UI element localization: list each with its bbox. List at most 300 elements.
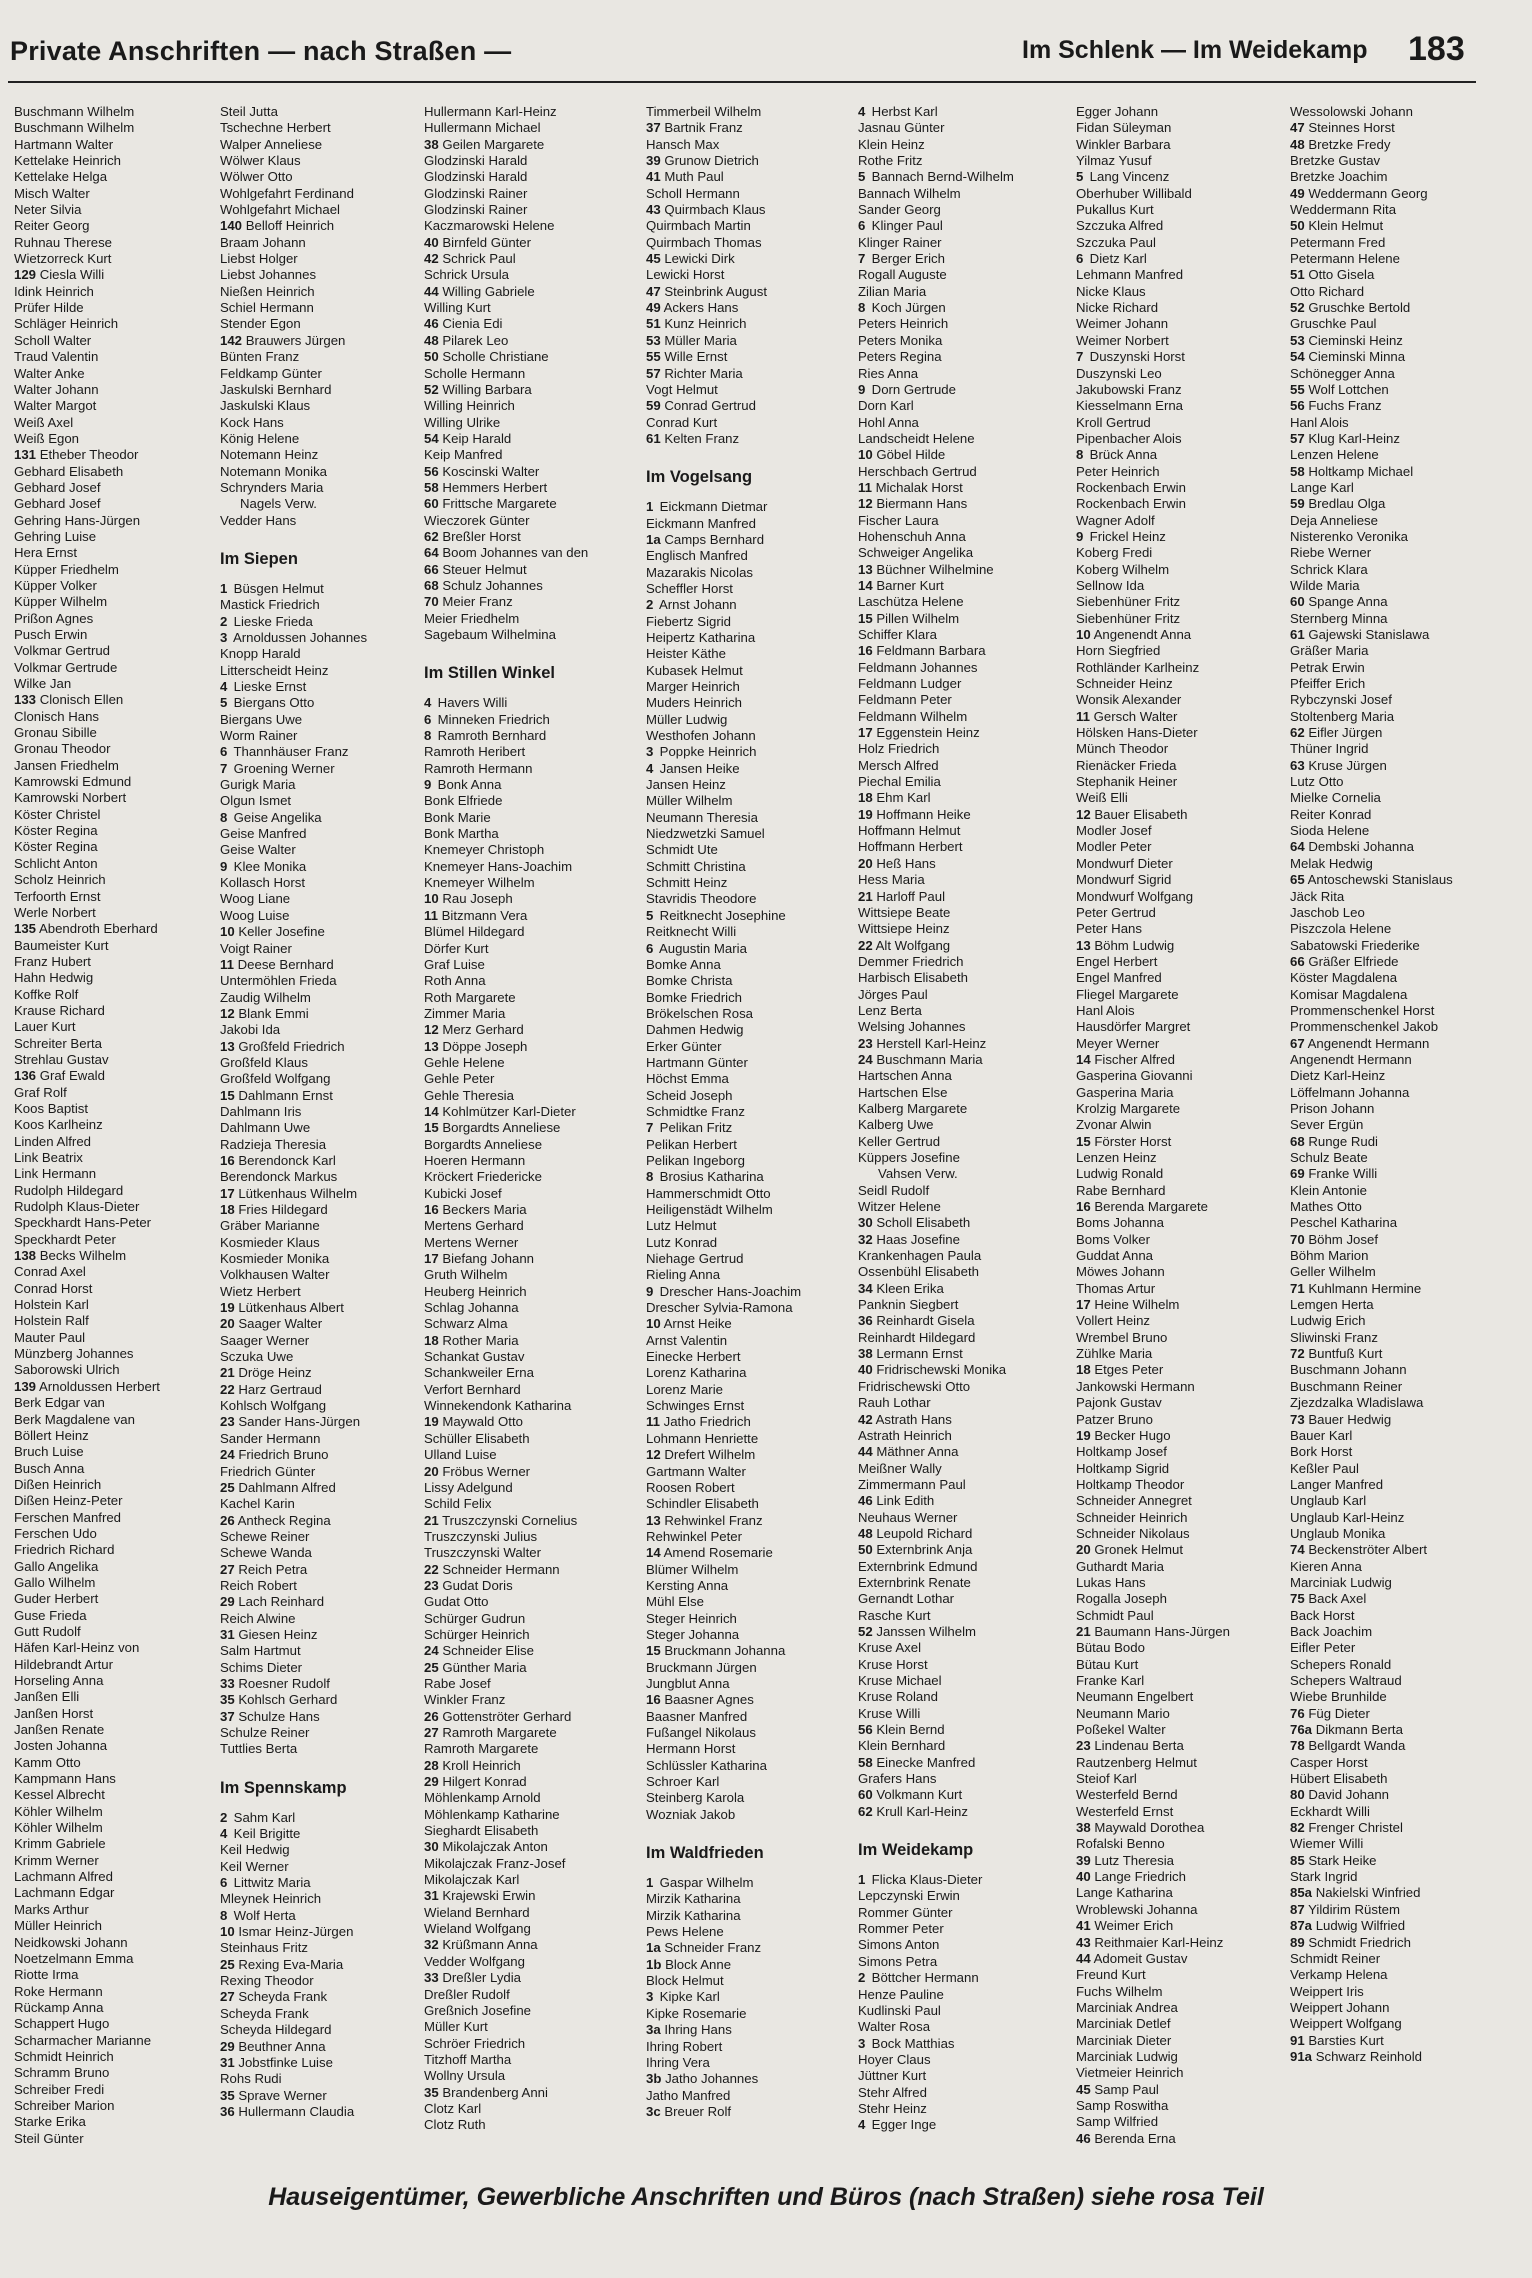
resident-entry [220, 973, 434, 989]
resident-entry [220, 941, 434, 957]
resident-entry [14, 1771, 228, 1787]
resident-entry [220, 1940, 434, 1956]
resident-entry [14, 382, 228, 398]
resident-entry [646, 1989, 860, 2005]
resident-name: Wohlgefahrt Michael [220, 202, 340, 218]
resident-name: Vahsen Verw. [878, 1166, 958, 1182]
resident-name: Blümer Wilhelm [646, 1561, 739, 1577]
resident-entry [14, 1624, 228, 1640]
resident-entry [858, 562, 1072, 578]
resident-name: Welsing Johannes [858, 1019, 966, 1035]
resident-entry [858, 1068, 1072, 1084]
house-number: 16 [1076, 1199, 1091, 1215]
resident-entry [1076, 790, 1290, 806]
resident-name: Winkler Barbara [1076, 136, 1171, 152]
resident-entry [858, 954, 1072, 970]
resident-name: Ramroth Margarete [424, 1741, 539, 1757]
resident-name: Rudolph Klaus-Dieter [14, 1199, 140, 1215]
resident-entry [14, 1183, 228, 1199]
resident-name: Lauer Kurt [14, 1019, 76, 1035]
resident-name: Großfeld Klaus [220, 1054, 308, 1070]
resident-entry [858, 1673, 1072, 1689]
resident-entry [1290, 1362, 1504, 1378]
directory-column-2 [220, 104, 434, 2120]
resident-entry [858, 1937, 1072, 1953]
resident-entry [646, 1594, 860, 1610]
resident-entry [858, 202, 1072, 218]
resident-name: Scholl Hermann [646, 185, 740, 201]
resident-name: Schlicht Anton [14, 855, 98, 871]
resident-name: Schlüssler Katharina [646, 1757, 767, 1773]
resident-entry [646, 1120, 860, 1136]
resident-entry [1290, 1918, 1504, 1934]
resident-entry [858, 382, 1072, 398]
resident-entry [1290, 1101, 1504, 1117]
resident-name: Patzer Bruno [1076, 1411, 1153, 1427]
resident-entry [646, 1104, 860, 1120]
resident-name: Spange Anna [1308, 594, 1388, 610]
resident-entry [646, 1055, 860, 1071]
resident-name: Idink Heinrich [14, 283, 94, 299]
resident-name: Holz Friedrich [858, 741, 940, 757]
resident-name: Cieminski Heinz [1308, 332, 1403, 348]
resident-entry [14, 2016, 228, 2032]
resident-entry [424, 1970, 638, 1986]
resident-name: Engel Manfred [1076, 970, 1162, 986]
resident-name: Lissy Adelgund [424, 1479, 513, 1495]
resident-entry [1290, 1493, 1504, 1509]
house-number: 60 [1290, 594, 1305, 610]
resident-name: Sternberg Minna [1290, 610, 1388, 626]
resident-entry [424, 611, 638, 627]
resident-name: Schankat Gustav [424, 1349, 525, 1365]
resident-name: Wessolowski Johann [1290, 104, 1413, 119]
resident-entry [220, 1875, 434, 1891]
house-number: 12 [220, 1005, 235, 1021]
resident-name: Braam Johann [220, 234, 306, 250]
resident-name: Hausdörfer Margret [1076, 1019, 1191, 1035]
house-number: 31 [220, 2054, 235, 2070]
resident-entry [858, 1608, 1072, 1624]
resident-name: Dreßler Rudolf [424, 1986, 510, 2002]
resident-name: Dahmen Hedwig [646, 1022, 744, 1038]
resident-name: Woog Luise [220, 907, 290, 923]
resident-name: Brandenberg Anni [442, 2084, 548, 2100]
resident-name: Boms Johanna [1076, 1215, 1164, 1231]
resident-name: Holtkamp Sigrid [1076, 1460, 1170, 1476]
resident-name: Marciniak Ludwig [1290, 1574, 1392, 1590]
resident-entry [424, 1055, 638, 1071]
resident-name: Schroer Karl [646, 1774, 720, 1790]
resident-entry [646, 793, 860, 809]
resident-name: Dahlmann Uwe [220, 1120, 311, 1136]
resident-entry [1290, 349, 1504, 365]
resident-entry [646, 366, 860, 382]
resident-entry [424, 1774, 638, 1790]
resident-name: Lang Vincenz [1089, 169, 1170, 185]
resident-name: Gronek Helmut [1094, 1542, 1184, 1558]
resident-entry [1290, 856, 1504, 872]
resident-name: Weimer Johann [1076, 316, 1169, 332]
house-number: 14 [424, 1103, 439, 1119]
resident-name: Pillen Wilhelm [876, 610, 960, 626]
resident-entry [14, 2033, 228, 2049]
house-number: 3c [646, 2103, 661, 2119]
resident-name: Mondwurf Wolfgang [1076, 888, 1194, 904]
resident-name: Liebst Johannes [220, 267, 317, 283]
house-number: 39 [1076, 1852, 1091, 1868]
resident-name: Rehwinkel Franz [664, 1512, 763, 1528]
resident-entry [646, 744, 860, 760]
resident-name: Rabe Josef [424, 1675, 491, 1691]
resident-name: Häfen Karl-Heinz von [14, 1640, 140, 1656]
resident-name: Mikolajczak Karl [424, 1872, 520, 1888]
resident-entry [858, 480, 1072, 496]
resident-name: Winkler Franz [424, 1692, 506, 1708]
resident-entry [220, 1660, 434, 1676]
resident-entry [1076, 578, 1290, 594]
resident-entry [1290, 1019, 1504, 1035]
house-number: 5 [646, 907, 654, 923]
street-heading: Im Siepen [220, 549, 298, 568]
resident-name: Roosen Robert [646, 1479, 735, 1495]
resident-name: Rogalla Joseph [1076, 1591, 1167, 1607]
resident-entry [1290, 1183, 1504, 1199]
resident-name: Böhm Josef [1308, 1231, 1378, 1247]
resident-name: Schankweiler Erna [424, 1365, 534, 1381]
resident-name: Dembski Johanna [1308, 839, 1414, 855]
resident-entry [1290, 2049, 1504, 2065]
resident-name: Untermöhlen Frieda [220, 973, 337, 989]
resident-entry [858, 1297, 1072, 1313]
resident-name: Fidan Süleyman [1076, 120, 1172, 136]
resident-name: Pipenbacher Alois [1076, 430, 1182, 446]
resident-name: Seidl Rudolf [858, 1182, 930, 1198]
house-number: 67 [1290, 1035, 1305, 1051]
resident-entry [858, 987, 1072, 1003]
house-number: 52 [858, 1623, 873, 1639]
resident-name: Ackers Hans [663, 300, 739, 316]
resident-entry [858, 169, 1072, 185]
resident-entry [646, 1725, 860, 1741]
resident-entry [646, 516, 860, 532]
resident-entry [1290, 741, 1504, 757]
resident-entry [424, 712, 638, 728]
directory-column-1 [14, 104, 228, 2147]
resident-entry [424, 104, 638, 120]
resident-entry [1076, 1526, 1290, 1542]
resident-name: Bomke Friedrich [646, 989, 743, 1005]
resident-entry [1076, 1444, 1290, 1460]
house-number: 20 [424, 1463, 439, 1479]
resident-name: Maywald Dorothea [1094, 1820, 1205, 1836]
resident-name: Quirmbach Klaus [664, 202, 766, 218]
resident-entry [858, 447, 1072, 463]
resident-name: Dorn Gertrude [871, 381, 956, 397]
resident-entry [858, 333, 1072, 349]
resident-entry [858, 627, 1072, 643]
resident-name: Köster Regina [14, 839, 98, 855]
resident-name: Baasner Agnes [664, 1692, 754, 1708]
resident-entry [220, 2006, 434, 2022]
resident-entry [220, 695, 434, 711]
resident-entry [1076, 2131, 1290, 2147]
resident-entry [14, 987, 228, 1003]
resident-entry [1290, 1313, 1504, 1329]
resident-entry [14, 284, 228, 300]
resident-name: Weiß Egon [14, 430, 79, 446]
resident-name: Nicke Klaus [1076, 283, 1146, 299]
resident-name: Willing Gabriele [442, 283, 535, 299]
resident-name: Siebenhüner Fritz [1076, 610, 1181, 626]
resident-entry [14, 627, 228, 643]
resident-entry [424, 1807, 638, 1823]
resident-entry [1076, 2016, 1290, 2032]
house-number: 2 [220, 1809, 228, 1825]
resident-name: Pusch Erwin [14, 627, 88, 642]
resident-name: Mazarakis Nicolas [646, 564, 753, 580]
resident-entry [646, 1447, 860, 1463]
resident-entry [646, 218, 860, 234]
resident-name: Rother Maria [442, 1332, 519, 1348]
resident-entry [1076, 1232, 1290, 1248]
resident-entry [858, 1248, 1072, 1264]
resident-entry [220, 1709, 434, 1725]
resident-name: Jaskulski Klaus [220, 398, 311, 414]
resident-entry [646, 1643, 860, 1659]
resident-entry [424, 1398, 638, 1414]
resident-entry [14, 1248, 228, 1264]
resident-name: Lenzen Heinz [1076, 1150, 1157, 1165]
resident-name: Roesner Rudolf [238, 1675, 330, 1691]
resident-entry [424, 859, 638, 875]
resident-name: Feldmann Peter [858, 692, 952, 708]
resident-entry [858, 921, 1072, 937]
resident-name: Zimmermann Paul [858, 1476, 966, 1492]
resident-entry [646, 1300, 860, 1316]
resident-entry [646, 957, 860, 973]
resident-name: Münch Theodor [1076, 741, 1169, 757]
resident-entry [646, 202, 860, 218]
resident-entry [858, 1510, 1072, 1526]
resident-entry [1290, 1804, 1504, 1820]
resident-entry [858, 2003, 1072, 2019]
resident-name: Borgardts Anneliese [442, 1120, 561, 1136]
resident-entry [1290, 137, 1504, 153]
resident-entry [1076, 120, 1290, 136]
resident-entry [858, 1771, 1072, 1787]
resident-name: Möwes Johann [1076, 1264, 1165, 1280]
house-number: 52 [1290, 300, 1305, 316]
resident-name: Notemann Heinz [220, 447, 319, 463]
resident-name: Rexing Theodor [220, 1973, 314, 1989]
resident-name: Schürger Heinrich [424, 1626, 530, 1642]
resident-entry [1076, 1346, 1290, 1362]
resident-name: Rothe Fritz [858, 153, 923, 169]
resident-name: Brökelschen Rosa [646, 1005, 754, 1021]
street-heading: Im Waldfrieden [646, 1844, 764, 1863]
house-number: 69 [1290, 1166, 1305, 1182]
resident-entry [220, 169, 434, 185]
house-number: 1 [646, 1875, 654, 1891]
resident-name: Stark Ingrid [1290, 1869, 1358, 1885]
resident-name: Neumann Theresia [646, 809, 758, 825]
house-number: 30 [424, 1839, 439, 1855]
resident-entry [1290, 415, 1504, 431]
resident-entry [220, 480, 434, 496]
house-number: 74 [1290, 1542, 1305, 1558]
house-number: 27 [424, 1725, 439, 1740]
resident-name: Volkhausen Walter [220, 1267, 330, 1283]
resident-entry [14, 1689, 228, 1705]
resident-entry [1076, 1591, 1290, 1607]
resident-name: Haas Josefine [876, 1231, 960, 1247]
resident-name: Truszczynski Cornelius [442, 1512, 578, 1528]
house-number: 36 [220, 2103, 235, 2119]
resident-entry [14, 1885, 228, 1901]
resident-name: Müller Heinrich [14, 1918, 102, 1934]
resident-entry [1076, 921, 1290, 937]
house-number: 25 [424, 1659, 439, 1675]
resident-entry [14, 267, 228, 283]
resident-name: Bruckmann Jürgen [646, 1659, 757, 1675]
resident-entry [424, 120, 638, 136]
resident-entry [1290, 1673, 1504, 1689]
resident-name: Schneider Heinrich [1076, 1509, 1188, 1525]
resident-name: Rohs Rudi [220, 2071, 282, 2087]
resident-name: Truszczynski Julius [424, 1528, 538, 1544]
resident-name: Engel Herbert [1076, 953, 1158, 969]
resident-entry [858, 1787, 1072, 1803]
resident-entry [220, 267, 434, 283]
resident-entry [858, 1101, 1072, 1117]
resident-name: Knemeyer Wilhelm [424, 875, 535, 891]
resident-entry [14, 1722, 228, 1738]
resident-entry [646, 1464, 860, 1480]
resident-name: Astrath Heinrich [858, 1427, 952, 1443]
resident-entry [858, 2036, 1072, 2052]
resident-name: Rückamp Anna [14, 1999, 104, 2015]
resident-entry [1076, 889, 1290, 905]
resident-entry [858, 1493, 1072, 1509]
resident-name: Krolzig Margarete [1076, 1100, 1181, 1116]
house-number: 47 [646, 283, 661, 299]
resident-entry [1290, 1215, 1504, 1231]
resident-name: Back Horst [1290, 1607, 1355, 1623]
resident-name: Becks Wilhelm [39, 1248, 127, 1264]
resident-entry [14, 316, 228, 332]
resident-name: Koberg Wilhelm [1076, 561, 1170, 577]
resident-name: Graf Luise [424, 956, 485, 972]
resident-entry [858, 1412, 1072, 1428]
resident-name: Truszczynski Walter [424, 1545, 541, 1561]
resident-entry [1076, 2033, 1290, 2049]
resident-entry [424, 153, 638, 169]
house-number: 2 [858, 1970, 866, 1986]
resident-name: Pews Helene [646, 1924, 724, 1940]
house-number: 1a [646, 531, 661, 547]
house-number: 50 [858, 1542, 873, 1558]
house-number: 29 [220, 2038, 235, 2054]
resident-name: Groening Werner [233, 760, 335, 776]
resident-entry [1076, 1820, 1290, 1836]
resident-entry [858, 251, 1072, 267]
resident-entry [646, 1741, 860, 1757]
resident-name: Gaspar Wilhelm [659, 1875, 754, 1891]
resident-name: Prommenschenkel Jakob [1290, 1019, 1439, 1035]
resident-name: Böllert Heinz [14, 1427, 89, 1443]
resident-entry [1290, 545, 1504, 561]
resident-entry [424, 1365, 638, 1381]
house-number: 1 [858, 1872, 866, 1888]
resident-name: Sever Ergün [1290, 1117, 1364, 1133]
house-number: 5 [858, 169, 866, 185]
resident-entry [1290, 1412, 1504, 1428]
resident-entry [424, 1120, 638, 1136]
resident-entry [1076, 267, 1290, 283]
resident-entry [14, 2049, 228, 2065]
house-number: 18 [424, 1332, 439, 1348]
resident-name: Schims Dieter [220, 1659, 303, 1675]
resident-entry [220, 1186, 434, 1202]
resident-entry [424, 1578, 638, 1594]
resident-entry [1290, 807, 1504, 823]
resident-name: Drescher Sylvia-Ramona [646, 1300, 793, 1316]
resident-entry [646, 875, 860, 891]
resident-name: Kosmieder Klaus [220, 1234, 320, 1250]
house-number: 24 [858, 1051, 873, 1067]
resident-entry [858, 137, 1072, 153]
resident-entry [14, 1542, 228, 1558]
resident-entry [424, 1267, 638, 1283]
house-number: 33 [424, 1970, 439, 1986]
resident-entry [1290, 578, 1504, 594]
resident-entry [858, 1444, 1072, 1460]
resident-name: Geise Manfred [220, 826, 307, 842]
resident-name: Lütkenhaus Albert [238, 1300, 344, 1316]
resident-name: Ruhnau Therese [14, 234, 112, 250]
resident-entry [424, 1039, 638, 1055]
resident-name: Berk Magdalene van [14, 1411, 135, 1427]
resident-name: Saborowski Ulrich [14, 1362, 120, 1378]
resident-entry [1076, 643, 1290, 659]
resident-entry [220, 464, 434, 480]
house-number: 38 [1076, 1820, 1091, 1836]
resident-name: Cienia Edi [442, 316, 503, 332]
resident-entry [1290, 284, 1504, 300]
resident-entry [220, 1826, 434, 1842]
resident-entry [424, 1382, 638, 1398]
resident-name: Lenz Berta [858, 1002, 922, 1018]
resident-name: Deese Bernhard [237, 956, 334, 972]
resident-entry [14, 1428, 228, 1444]
resident-name: Arnst Heike [663, 1316, 732, 1332]
resident-entry [424, 137, 638, 153]
house-number: 4 [220, 679, 228, 694]
resident-name: Gudat Doris [442, 1577, 513, 1593]
resident-name: Schläger Heinrich [14, 316, 119, 332]
resident-name: Jungblut Anna [646, 1675, 730, 1691]
resident-entry [1290, 202, 1504, 218]
resident-name: Guder Herbert [14, 1591, 99, 1607]
resident-entry [14, 1134, 228, 1150]
resident-entry [858, 1738, 1072, 1754]
resident-entry [646, 630, 860, 646]
house-number: 15 [646, 1643, 661, 1659]
resident-entry [1290, 594, 1504, 610]
resident-name: Clotz Ruth [424, 2117, 486, 2133]
resident-name: Guddat Anna [1076, 1248, 1153, 1264]
